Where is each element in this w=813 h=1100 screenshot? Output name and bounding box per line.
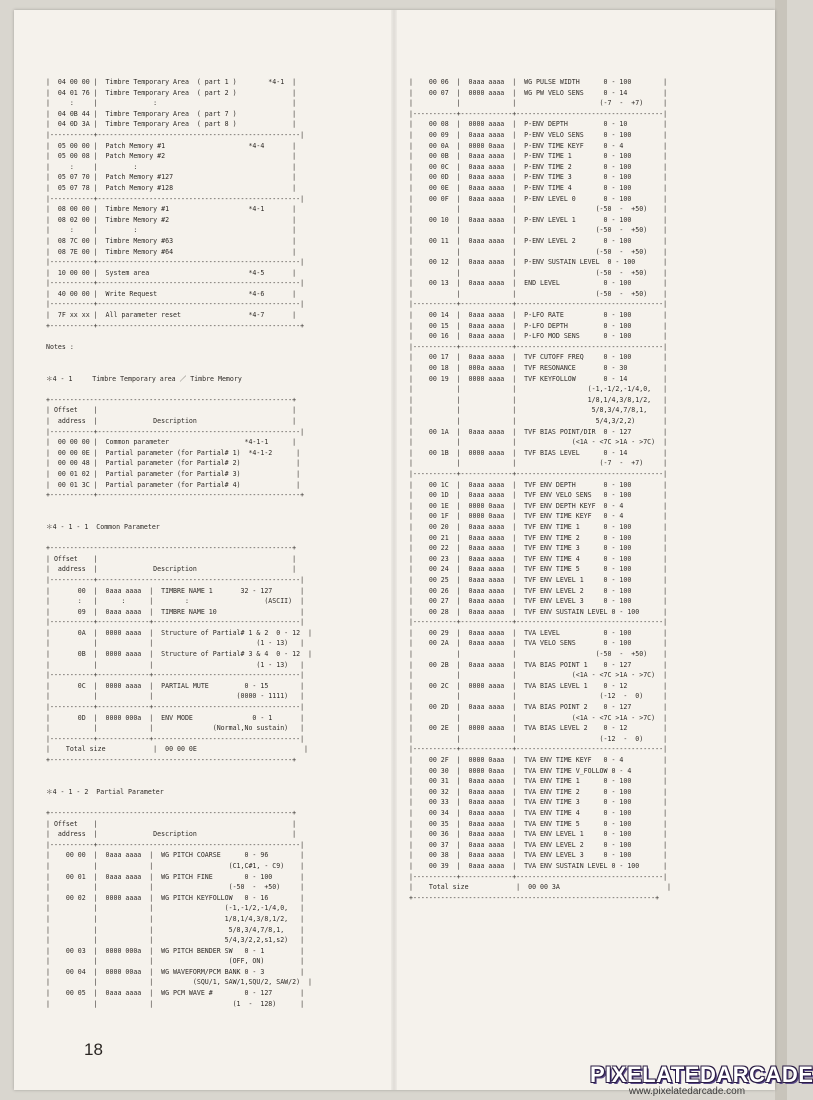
page-edge — [775, 0, 787, 1100]
watermark — [590, 1062, 813, 1097]
watermark-title: PIXELATEDARCADE — [590, 1062, 813, 1087]
page-fold-shadow — [391, 10, 397, 1090]
watermark-url: www.pixelatedarcade.com — [628, 1086, 746, 1097]
right-column-parameter-tables: | 00 06 | 0aaa aaaa | WG PULSE WIDTH 0 - 100 | | 00 07 | 0000 aaaa | WG PW VELO SENS 0 - 14 | | | | (-7 - +7) | |-----------+-------------+-------------------------------------| | 00 08 | 0000 aaaa | P-ENV DEPTH 0 - 10 | | 00 09 | 0aaa aaaa | P-ENV VELO SENS 0 - 100 | | 00 0A | 0000 0aaa | P-ENV TIME KEYF 0 - 4 | | 00 0B | 0aaa aaaa | P-ENV TIME 1 0 - 100 | | 00 0C | 0aaa aaaa | P-ENV TIME 2 0 - 100 | | 00 0D | 0aaa aaaa | P-ENV TIME 3 0 - 100 | | 00 0E | 0aaa aaaa | P-ENV TIME 4 0 - 100 | | 00 0F | 0aaa aaaa | P-ENV LEVEL 0 0 - 100 | | | | (-50 - +50) | | 00 10 | 0aaa aaaa | P-ENV LEVEL 1 0 - 100 | | | | (-50 - +50) | | 00 11 | 0aaa aaaa | P-ENV LEVEL 2 0 - 100 | | | | (-50 - +50) | | 00 12 | 0aaa aaaa | P-ENV SUSTAIN LEVEL 0 - 100 | | | | (-50 - +50) | | 00 13 | 0aaa aaaa | END LEVEL 0 - 100 | | | | (-50 - +50) | |-----------+-------------+-------------------------------------| | 00 14 | 0aaa aaaa | P-LFO RATE 0 - 100 | | 00 15 | 0aaa aaaa | P-LFO DEPTH 0 - 100 | | 00 16 | 0aaa aaaa | P-LFO MOD SENS 0 - 100 | |-----------+-------------+-------------------------------------| | 00 17 | 0aaa aaaa | TVF CUTOFF FREQ 0 - 100 | | 00 18 | 000a aaaa | TVF RESONANCE 0 - 30 | | 00 19 | 0000 aaaa | TVF KEYFOLLOW 0 - 14 | | | | (-1,-1/2,-1/4,0, | | | | 1/8,1/4,3/8,1/2, | | | | 5/8,3/4,7/8,1, | | | | 5/4,3/2,2) | | 00 1A | 0aaa aaaa | TVF BIAS POINT/DIR 0 - 127 | | | | (<1A - <7C >1A - >7C) | | 00 1B | 0000 aaaa | TVF BIAS LEVEL 0 - 14 | | | | (-7 - +7) | |-----------+-------------+-------------------------------------| | 00 1C | 0aaa aaaa | TVF ENV DEPTH 0 - 100 | | 00 1D | 0aaa aaaa | TVF ENV VELO SENS 0 - 100 | | 00 1E | 0000 0aaa | TVF ENV DEPTH KEYF 0 - 4 | | 00 1F | 0000 0aaa | TVF ENV TIME KEYF 0 - 4 | | 00 20 | 0aaa aaaa | TVF ENV TIME 1 0 - 100 | | 00 21 | 0aaa aaaa | TVF ENV TIME 2 0 - 100 | | 00 22 | 0aaa aaaa | TVF ENV TIME 3 0 - 100 | | 00 23 | 0aaa aaaa | TVF ENV TIME 4 0 - 100 | | 00 24 | 0aaa aaaa | TVF ENV TIME 5 0 - 100 | | 00 25 | 0aaa aaaa | TVF ENV LEVEL 1 0 - 100 | | 00 26 | 0aaa aaaa | TVF ENV LEVEL 2 0 - 100 | | 00 27 | 0aaa aaaa | TVF ENV LEVEL 3 0 - 100 | | 00 28 | 0aaa aaaa | TVF ENV SUSTAIN LEVEL 0 - 100 | |-----------+-------------+-------------------------------------| | 00 29 | 0aaa aaaa | TVA LEVEL 0 - 100 | | 00 2A | 0aaa aaaa | TVA VELO SENS 0 - 100 | | | | (-50 - +50) | | 00 2B | 0aaa aaaa | TVA BIAS POINT 1 0 - 127 | | | | (<1A - <7C >1A - >7C) | | 00 2C | 0000 aaaa | TVA BIAS LEVEL 1 0 - 12 | | | | (-12 - 0) | | 00 2D | 0aaa aaaa | TVA BIAS POINT 2 0 - 127 | | | | (<1A - <7C >1A - >7C) | | 00 2E | 0000 aaaa | TVA BIAS LEVEL 2 0 - 12 | | | | (-12 - 0) | |-----------+-------------+-------------------------------------| | 00 2F | 0000 0aaa | TVA ENV TIME KEYF 0 - 4 | | 00 30 | 0000 0aaa | TVA ENV TIME V_FOLLOW 0 - 4 | | 00 31 | 0aaa aaaa | TVA ENV TIME 1 0 - 100 | | 00 32 | 0aaa aaaa | TVA ENV TIME 2 0 - 100 | | 00 33 | 0aaa aaaa | TVA ENV TIME 3 0 - 100 | | 00 34 | 0aaa aaaa | TVA ENV TIME 4 0 - 100 | | 00 35 | 0aaa aaaa | TVA ENV TIME 5 0 - 100 | | 00 36 | 0aaa aaaa | TVA ENV LEVEL 1 0 - 100 | | 00 37 | 0aaa aaaa | TVA ENV LEVEL 2 0 - 100 | | 00 38 | 0aaa aaaa | TVA ENV LEVEL 3 0 - 100 | | 00 39 | 0aaa aaaa | TVA ENV SUSTAIN LEVEL 0 - 100 | |-----------+-------------+-------------------------------------| | Total size | 00 00 3A | +-------------------------------------------------------------+ — [409, 78, 672, 902]
left-column-parameter-tables: | 04 00 00 | Timbre Temporary Area ( part 1 ) *4-1 | | 04 01 76 | Timbre Temporary Area ( part 2 ) | | : | : | | 04 0B 44 | Timbre Temporary Area ( part 7 ) | | 04 0D 3A | Timbre Temporary Area ( part 8 ) | |-----------+---------------------------------------------------| | 05 00 00 | Patch Memory #1 *4-4 | | 05 00 08 | Patch Memory #2 | | : | : | | 05 07 70 | Patch Memory #127 | | 05 07 78 | Patch Memory #128 | |-----------+---------------------------------------------------| | 08 00 00 | Timbre Memory #1 *4-1 | | 08 02 00 | Timbre Memory #2 | | : | : | | 08 7C 00 | Timbre Memory #63 | | 08 7E 00 | Timbre Memory #64 | |-----------+---------------------------------------------------| | 10 00 00 | System area *4-5 | |-----------+---------------------------------------------------| | 40 00 00 | Write Request *4-6 | |-----------+---------------------------------------------------| | 7F xx xx | All parameter reset *4-7 | +-----------+---------------------------------------------------+ Notes : ＊4 - 1 Timbre Temporary area ／ Timbre Memory +-------------------------------------------------------------+ | Offset | | | address | Description | |-----------+---------------------------------------------------| | 00 00 00 | Common parameter *4-1-1 | | 00 00 0E | Partial parameter (for Partial# 1) *4-1-2 | | 00 00 48 | Partial parameter (for Partial# 2) | | 00 01 02 | Partial parameter (for Partial# 3) | | 00 01 3C | Partial parameter (for Partial# 4) | +-----------+---------------------------------------------------+ ＊4 - 1 - 1 Common Parameter +-------------------------------------------------------------+ | Offset | | | address | Description | |-----------+---------------------------------------------------| | 00 | 0aaa aaaa | TIMBRE NAME 1 32 - 127 | | : | : | : (ASCII) | | 09 | 0aaa aaaa | TIMBRE NAME 10 | |-----------+-------------+-------------------------------------| | 0A | 0000 aaaa | Structure of Partial# 1 & 2 0 - 12 | | | | (1 - 13) | | 0B | 0000 aaaa | Structure of Partial# 3 & 4 0 - 12 | | | | (1 - 13) | |-----------+-------------+-------------------------------------| | 0C | 0000 aaaa | PARTIAL MUTE 0 - 15 | | | | (0000 - 1111) | |-----------+-------------+-------------------------------------| | 0D | 0000 000a | ENV MODE 0 - 1 | | | | (Normal,No sustain) | |-----------+-------------+-------------------------------------| | Total size | 00 00 0E | +-------------------------------------------------------------+ ＊4 - 1 - 2 Partial Parameter +-------------------------------------------------------------+ | Offset | | | address | Description | |-----------+---------------------------------------------------| | 00 00 | 0aaa aaaa | WG PITCH COARSE 0 - 96 | | | | (C1,C#1, - C9) | | 00 01 | 0aaa aaaa | WG PITCH FINE 0 - 100 | | | | (-50 - +50) | | 00 02 | 0000 aaaa | WG PITCH KEYFOLLOW 0 - 16 | | | | (-1,-1/2,-1/4,0, | | | | 1/8,1/4,3/8,1/2, | | | | 5/8,3/4,7/8,1, | | | | 5/4,3/2,2,s1,s2) | | 00 03 | 0000 000a | WG PITCH BENDER SW 0 - 1 | | | | (OFF, ON) | | 00 04 | 0000 00aa | WG WAVEFORM/PCM BANK 0 - 3 | | | | (SQU/1, SAW/1,SQU/2, SAW/2) | | 00 05 | 0aaa aaaa | WG PCM WAVE # 0 - 127 | | | | (1 - 128) | — [46, 78, 312, 1008]
page-number: 18 — [84, 1040, 103, 1059]
